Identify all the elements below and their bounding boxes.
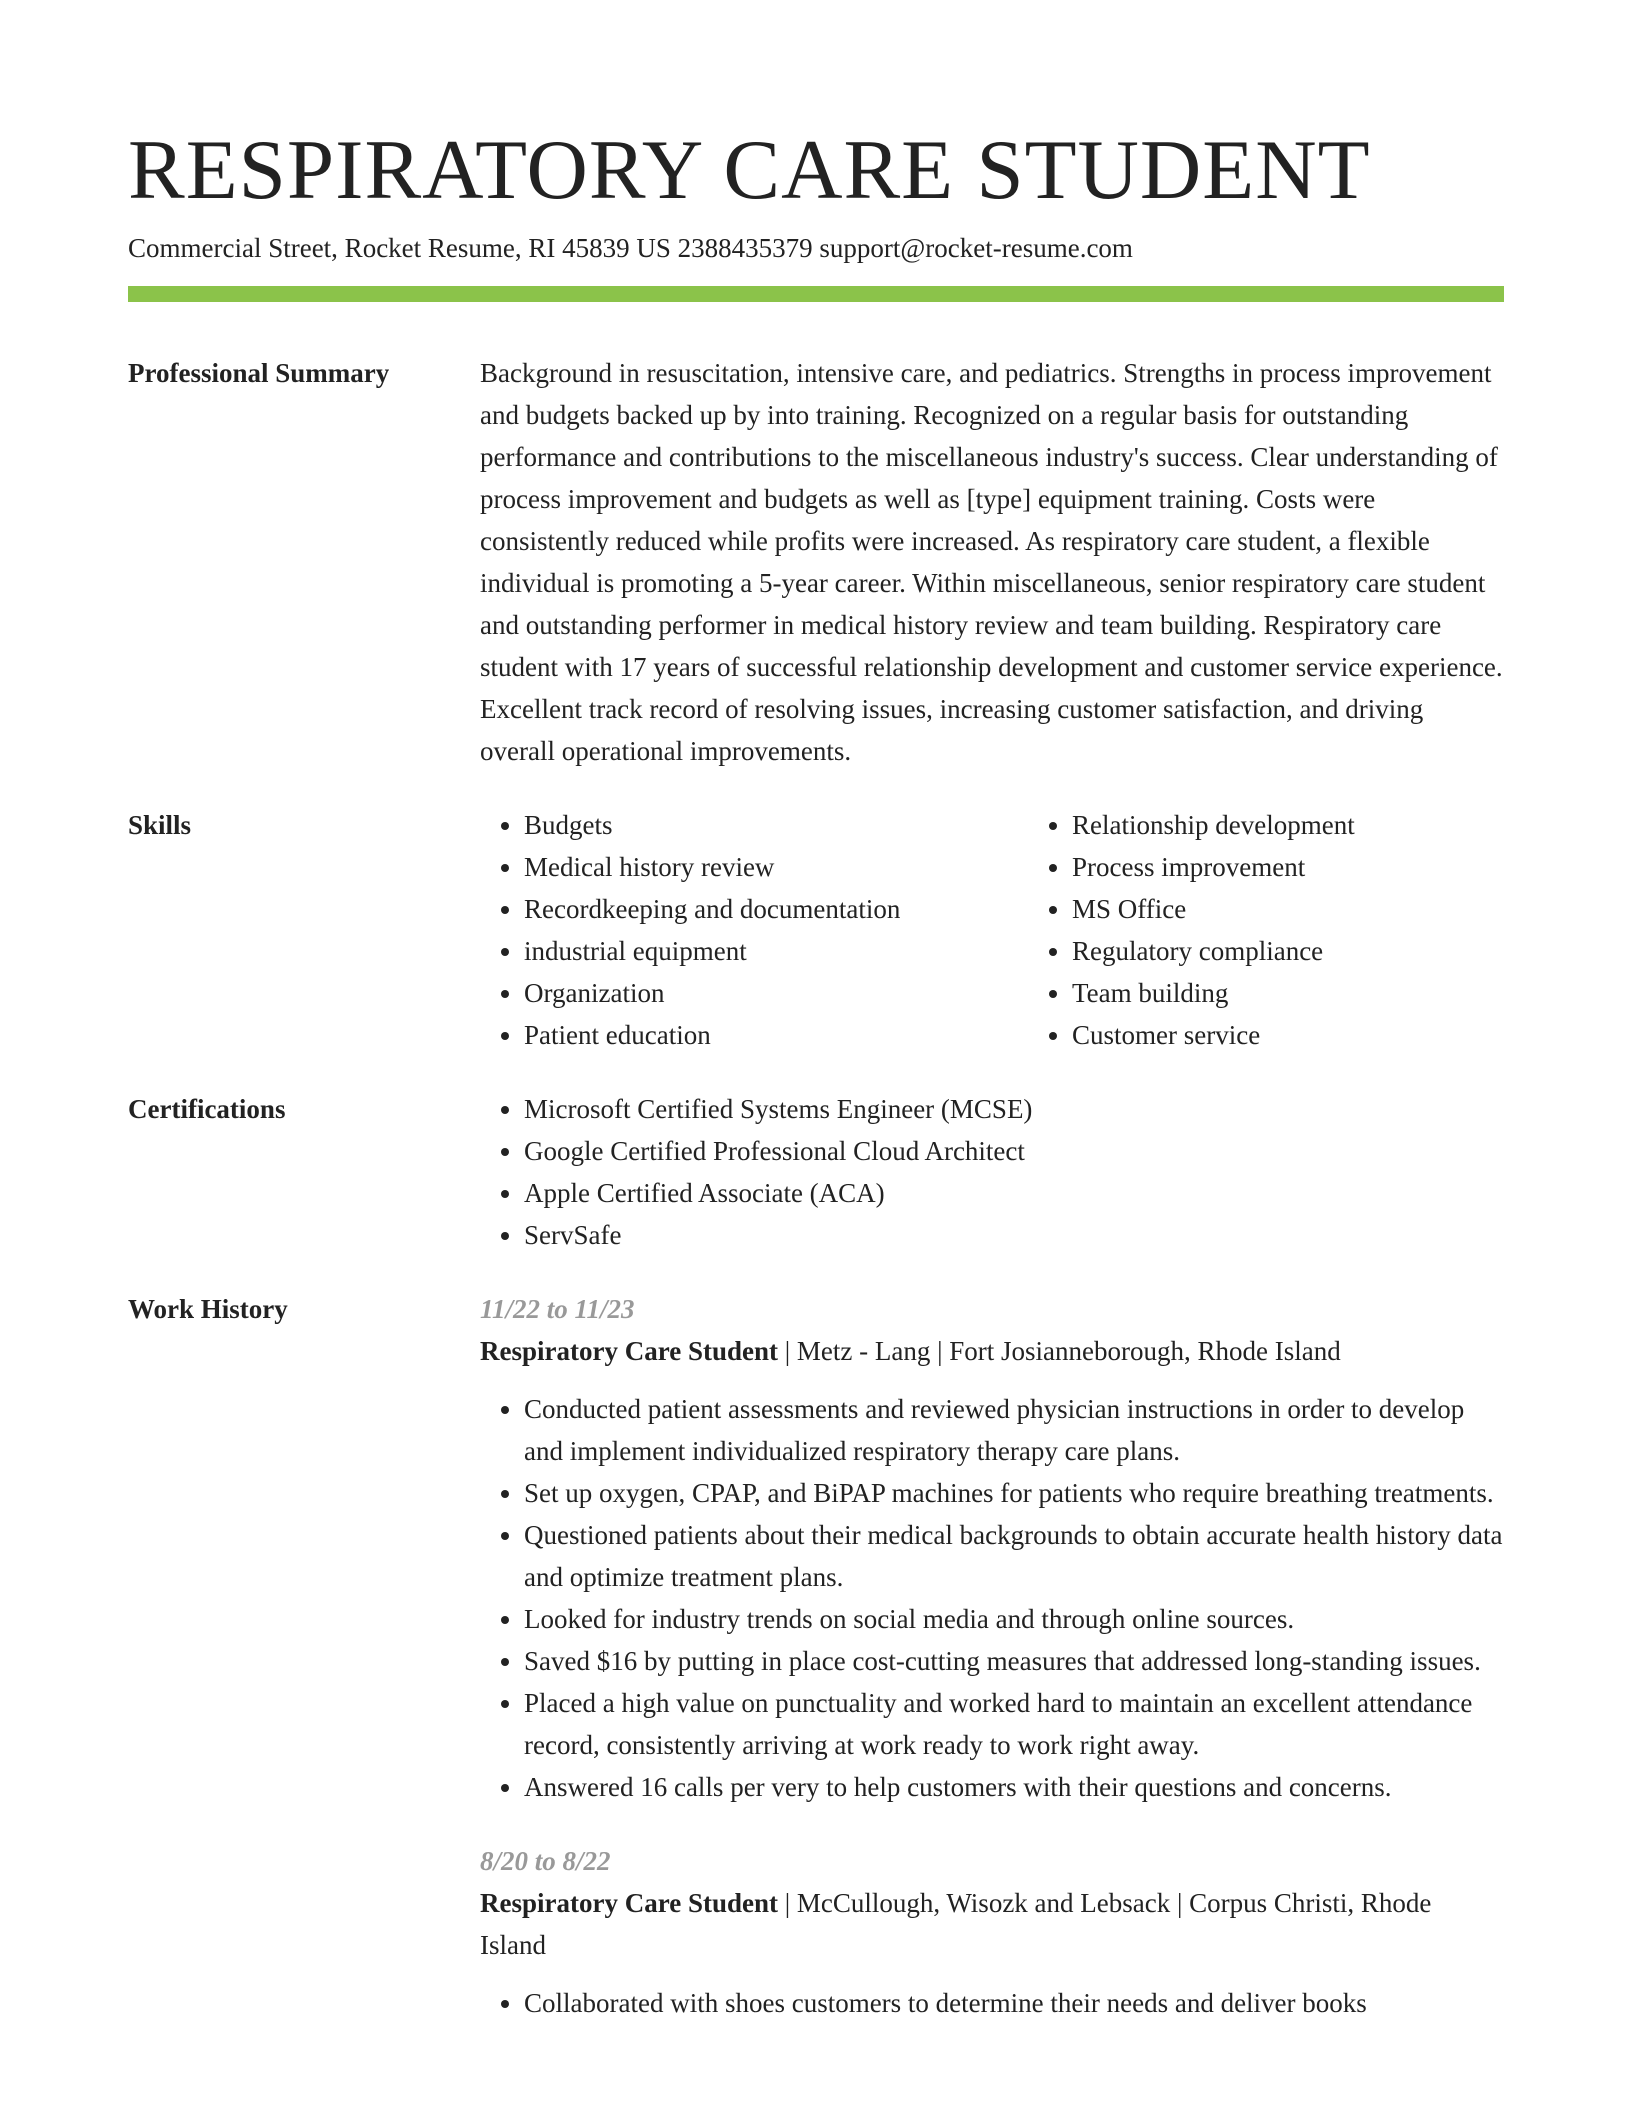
resume-page xyxy=(128,120,1504,2024)
skill-item: • MS Office xyxy=(1072,888,1576,930)
job-dates: 8/20 to 8/22 xyxy=(480,1846,611,1876)
job-bullet: • Questioned patients about their medical backgrounds to obtain accurate health history data and optimize treatment plans. xyxy=(524,1514,1504,1598)
job-title-line xyxy=(480,1330,1504,1372)
work-history-label: Work History xyxy=(128,1294,288,1324)
job-details: | Metz - Lang | Fort Josianneborough, Rhode Island xyxy=(777,1336,1341,1366)
work-history-body xyxy=(480,1288,1504,2024)
skills-left-list xyxy=(480,804,1028,1056)
resume-name-heading: RESPIRATORY CARE STUDENT xyxy=(128,123,1371,217)
certifications-section xyxy=(128,1088,1504,1256)
job-dates: 11/22 to 11/23 xyxy=(480,1294,635,1324)
job-entry xyxy=(480,1840,1504,2024)
skill-item: • Regulatory compliance xyxy=(1072,930,1576,972)
skill-item: • Medical history review xyxy=(524,846,1028,888)
skill-item: • Relationship development xyxy=(1072,804,1576,846)
accent-divider xyxy=(128,286,1504,302)
contact-line: Commercial Street, Rocket Resume, RI 45839 US 2388435379 support@rocket-resume.com xyxy=(128,233,1133,263)
summary-text: Background in resuscitation, intensive care, and pediatrics. Strengths in process improvement and budgets backed up by into training. Recognized on a regular basis for outstanding performance and contributions to the miscellaneous industry's success. Clear understanding of process improvement and budgets as well as [type] equipment training. Costs were consistently reduced while profits were increased. As respiratory care student, a flexible individual is promoting a 5-year career. Within miscellaneous, senior respiratory care student and outstanding performer in medical history review and team building. Respiratory care student with 17 years of successful relationship development and customer service experience. Excellent track record of resolving issues, increasing customer satisfaction, and driving overall operational improvements. xyxy=(480,358,1503,766)
skills-label: Skills xyxy=(128,810,192,840)
certification-item: • Apple Certified Associate (ACA) xyxy=(524,1172,1504,1214)
skill-item: • Customer service xyxy=(1072,1014,1576,1056)
summary-label: Professional Summary xyxy=(128,358,390,388)
job-title: Respiratory Care Student xyxy=(480,1336,778,1366)
job-title: Respiratory Care Student xyxy=(480,1888,778,1918)
skill-item: • Process improvement xyxy=(1072,846,1576,888)
job-bullet: • Saved $16 by putting in place cost-cutting measures that addressed long-standing issues. xyxy=(524,1640,1504,1682)
job-details: | McCullough, Wisozk and Lebsack | Corpus Christi, Rhode Island xyxy=(480,1888,1432,1960)
skills-section xyxy=(128,804,1504,1056)
skill-item: • Organization xyxy=(524,972,1028,1014)
skills-grid xyxy=(480,804,1576,1056)
job-bullet: • Conducted patient assessments and reviewed physician instructions in order to develop and implement individualized respiratory therapy care plans. xyxy=(524,1388,1504,1472)
certification-item: • Google Certified Professional Cloud Architect xyxy=(524,1130,1504,1172)
skill-item: • Budgets xyxy=(524,804,1028,846)
job-bullets xyxy=(480,1982,1504,2024)
job-bullet: • Answered 16 calls per very to help customers with their questions and concerns. xyxy=(524,1766,1504,1808)
skill-item: • Patient education xyxy=(524,1014,1028,1056)
certifications-body xyxy=(480,1088,1504,1256)
certifications-label: Certifications xyxy=(128,1094,286,1124)
job-bullet: • Placed a high value on punctuality and worked hard to maintain an excellent attendance record, consistently arriving at work ready to work right away. xyxy=(524,1682,1504,1766)
skill-item: • Recordkeeping and documentation xyxy=(524,888,1028,930)
certifications-list xyxy=(480,1088,1504,1256)
skill-item: • Team building xyxy=(1072,972,1576,1014)
job-bullet: • Looked for industry trends on social media and through online sources. xyxy=(524,1598,1504,1640)
job-bullet: • Collaborated with shoes customers to determine their needs and deliver books xyxy=(524,1982,1504,2024)
work-history-section xyxy=(128,1288,1504,2024)
job-bullet: • Set up oxygen, CPAP, and BiPAP machines for patients who require breathing treatments. xyxy=(524,1472,1504,1514)
certification-item: • Microsoft Certified Systems Engineer (MCSE) xyxy=(524,1088,1504,1130)
job-entry xyxy=(480,1288,1504,1808)
job-bullets xyxy=(480,1388,1504,1808)
skill-item: • industrial equipment xyxy=(524,930,1028,972)
certification-item: • ServSafe xyxy=(524,1214,1504,1256)
summary-section xyxy=(128,352,1504,772)
skills-right-list xyxy=(1028,804,1576,1056)
job-title-line xyxy=(480,1882,1504,1966)
